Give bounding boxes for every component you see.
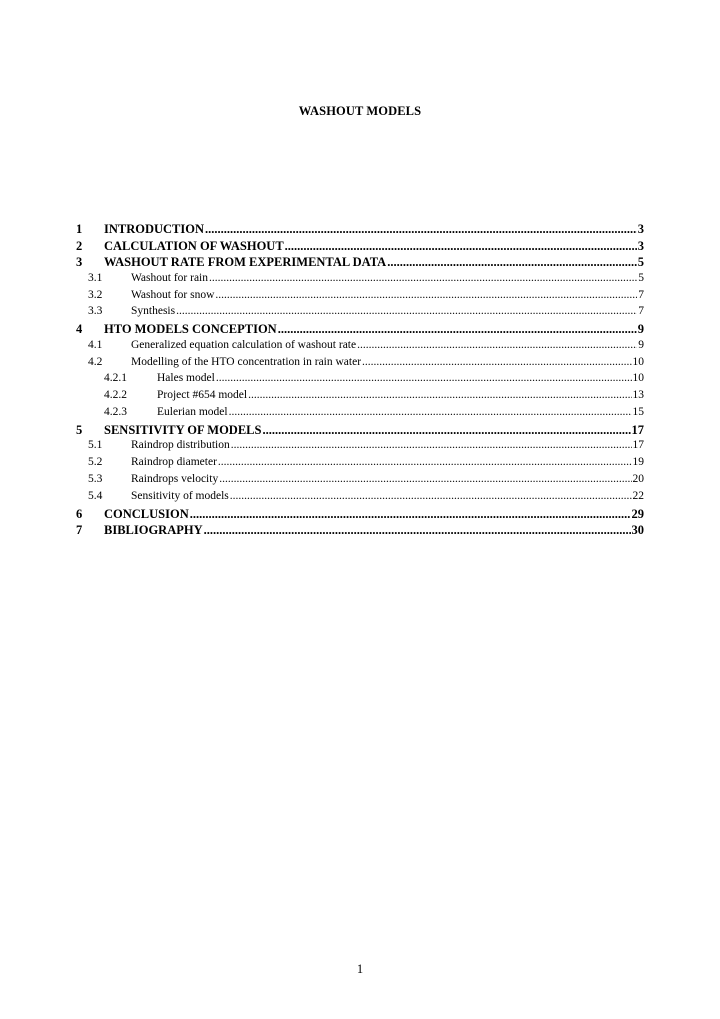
toc-entry-title: INTRODUCTION	[104, 222, 205, 236]
toc-entry-page: 13	[632, 389, 644, 402]
toc-entry-number: 3.2	[88, 288, 103, 301]
toc-entry-title: Modelling of the HTO concentration in rain water	[131, 355, 362, 368]
toc-entry-page: 17	[632, 439, 644, 452]
toc-entry-title: HTO MODELS CONCEPTION	[104, 322, 277, 337]
toc-entry-page: 7	[638, 288, 644, 301]
toc-entry-number: 1	[76, 222, 83, 236]
toc-leader-dots	[262, 423, 630, 438]
toc-entry[interactable]	[76, 339, 644, 356]
toc-leader-dots	[205, 222, 637, 237]
toc-entry-title: Washout for rain	[131, 271, 208, 284]
toc-entry-title: CALCULATION OF WASHOUT	[104, 238, 284, 253]
toc-entry-page: 29	[631, 506, 644, 521]
toc-entry-title: Sensitivity of models	[131, 489, 229, 502]
toc-entry-title: Raindrops velocity	[131, 472, 219, 485]
table-of-contents	[76, 222, 644, 540]
toc-entry-number: 5	[76, 422, 83, 437]
toc-entry-title: Washout for snow	[131, 288, 215, 301]
toc-leader-dots	[362, 356, 631, 368]
toc-entry-page: 30	[631, 523, 644, 538]
toc-entry[interactable]	[76, 473, 644, 490]
toc-entry-title: Eulerian model	[157, 405, 228, 418]
toc-entry[interactable]	[76, 406, 644, 423]
toc-leader-dots	[387, 255, 637, 270]
toc-entry-page: 10	[632, 372, 644, 385]
toc-entry-title: CONCLUSION	[104, 506, 189, 521]
toc-entry-page: 3	[637, 222, 644, 236]
toc-entry-title: Hales model	[157, 372, 215, 385]
toc-entry-number: 3	[76, 255, 83, 270]
toc-leader-dots	[190, 507, 631, 522]
toc-entry[interactable]	[76, 289, 644, 306]
toc-leader-dots	[216, 372, 632, 384]
toc-entry-number: 4.2.2	[104, 389, 127, 402]
toc-entry-number: 5.3	[88, 472, 103, 485]
toc-entry-title: BIBLIOGRAPHY	[104, 523, 203, 538]
toc-entry[interactable]	[76, 423, 644, 440]
toc-leader-dots	[231, 439, 632, 451]
toc-entry-page: 9	[637, 322, 644, 337]
toc-entry-number: 4.2.1	[104, 372, 127, 385]
toc-entry[interactable]	[76, 305, 644, 322]
page-number: 1	[356, 962, 364, 976]
toc-entry-number: 6	[76, 506, 83, 521]
toc-entry-page: 15	[632, 405, 644, 418]
toc-entry-page: 10	[632, 355, 644, 368]
toc-entry-title: Raindrop distribution	[131, 439, 230, 452]
toc-entry-number: 5.2	[88, 456, 103, 469]
toc-entry-number: 3.1	[88, 271, 103, 284]
toc-entry[interactable]	[76, 222, 644, 239]
toc-entry-page: 7	[638, 305, 644, 318]
toc-entry[interactable]	[76, 490, 644, 507]
toc-entry[interactable]	[76, 372, 644, 389]
toc-entry[interactable]	[76, 507, 644, 524]
toc-entry[interactable]	[76, 356, 644, 373]
toc-entry-number: 4.1	[88, 338, 103, 351]
toc-entry-page: 17	[631, 422, 644, 437]
toc-entry-title: SENSITIVITY OF MODELS	[104, 422, 262, 437]
page-title: WASHOUT MODELS	[298, 104, 422, 118]
toc-entry-title: Synthesis	[131, 305, 176, 318]
toc-entry-number: 7	[76, 523, 83, 538]
toc-entry-number: 3.3	[88, 305, 103, 318]
toc-leader-dots	[357, 339, 637, 351]
toc-leader-dots	[204, 523, 631, 538]
toc-entry-page: 22	[632, 489, 644, 502]
toc-leader-dots	[229, 406, 632, 418]
toc-entry-title: Project #654 model	[157, 389, 248, 402]
toc-entry[interactable]	[76, 389, 644, 406]
toc-entry-number: 5.1	[88, 439, 103, 452]
toc-leader-dots	[215, 289, 637, 301]
toc-leader-dots	[176, 305, 637, 317]
toc-entry-number: 5.4	[88, 489, 103, 502]
toc-leader-dots	[248, 389, 631, 401]
toc-leader-dots	[218, 456, 632, 468]
toc-entry[interactable]	[76, 523, 644, 540]
toc-entry[interactable]	[76, 272, 644, 289]
toc-entry-page: 20	[632, 472, 644, 485]
toc-leader-dots	[278, 322, 637, 337]
toc-leader-dots	[219, 473, 631, 485]
toc-entry-title: Generalized equation calculation of washout rate	[131, 338, 357, 351]
toc-entry-number: 4.2.3	[104, 405, 127, 418]
toc-entry-page: 5	[637, 255, 644, 270]
toc-leader-dots	[230, 490, 632, 502]
toc-entry[interactable]	[76, 255, 644, 272]
toc-leader-dots	[209, 272, 637, 284]
toc-entry-number: 2	[76, 238, 83, 253]
toc-entry-page: 5	[638, 271, 644, 284]
toc-entry-page: 3	[637, 238, 644, 253]
toc-entry[interactable]	[76, 322, 644, 339]
toc-entry-number: 4.2	[88, 355, 103, 368]
toc-entry-title: WASHOUT RATE FROM EXPERIMENTAL DATA	[104, 255, 387, 270]
toc-entry-number: 4	[76, 322, 83, 337]
toc-leader-dots	[285, 239, 637, 254]
toc-entry[interactable]	[76, 239, 644, 256]
toc-entry-page: 9	[638, 338, 644, 351]
toc-entry[interactable]	[76, 456, 644, 473]
toc-entry-page: 19	[632, 456, 644, 469]
toc-entry[interactable]	[76, 439, 644, 456]
toc-entry-title: Raindrop diameter	[131, 456, 217, 469]
